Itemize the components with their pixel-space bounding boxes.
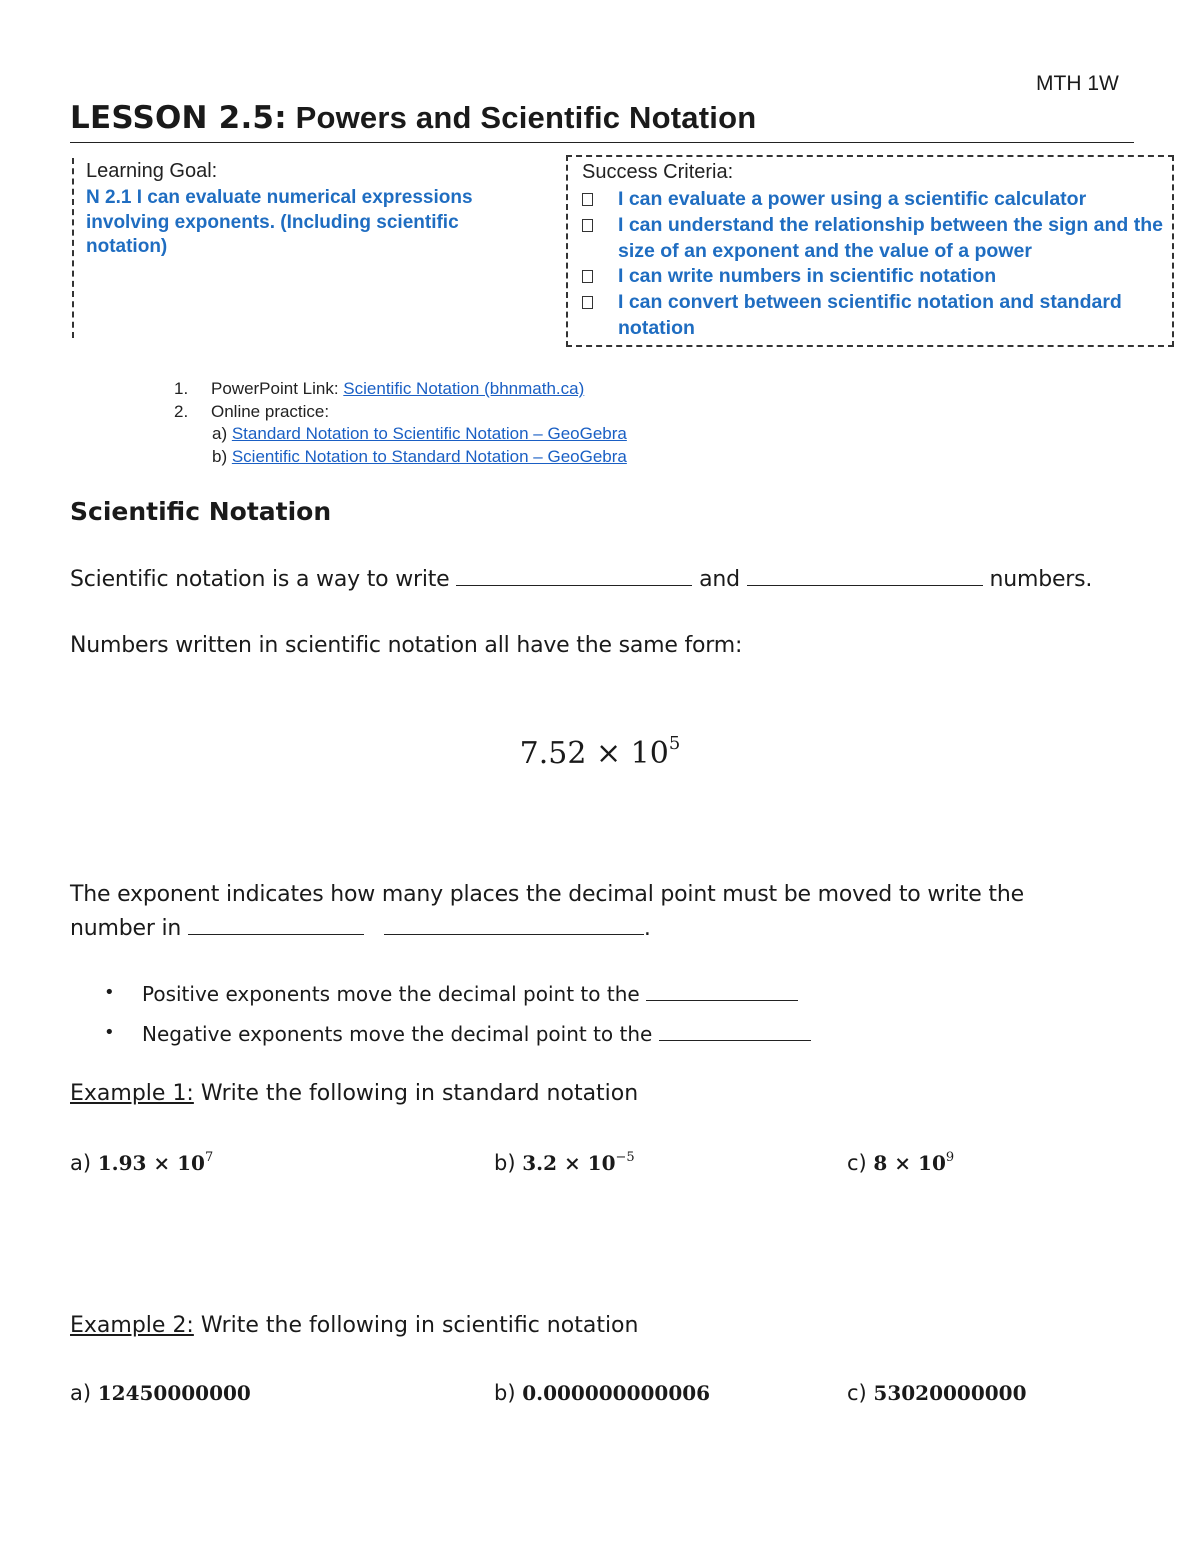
criteria-item xyxy=(580,213,1170,265)
example-2-a xyxy=(70,1381,251,1405)
criteria-text: I can write numbers in scientific notation xyxy=(618,265,997,288)
resource-sub-b xyxy=(174,446,627,469)
criteria-text: I can understand the relationship between the sign and the size of an exponent and the value of a power xyxy=(618,213,1163,262)
title-prefix: LESSON 2.5: xyxy=(70,100,287,136)
criteria-item xyxy=(580,290,1170,342)
list-item xyxy=(100,982,811,1022)
example-1-c xyxy=(847,1150,954,1175)
learning-goal-text: N 2.1 I can evaluate numerical expressions involving exponents. (Including scientific notation) xyxy=(86,187,473,257)
resource-list xyxy=(174,378,627,468)
fill-blank[interactable] xyxy=(747,567,983,586)
problem-label: c) xyxy=(847,1381,874,1405)
example-1-heading xyxy=(70,1081,638,1106)
geogebra-link-a[interactable]: Standard Notation to Scientific Notation – GeoGebra xyxy=(231,424,627,443)
resource-item-2 xyxy=(174,401,627,424)
fill-blank[interactable] xyxy=(646,982,798,1001)
formula-base: 7.52 × 10 xyxy=(519,736,669,771)
bullet-text: Positive exponents move the decimal point to the xyxy=(142,982,647,1006)
problem-exponent: −5 xyxy=(615,1150,635,1165)
criteria-item xyxy=(580,264,1170,290)
example-label: Example 2: xyxy=(70,1313,194,1338)
text: number in xyxy=(70,916,188,941)
resource-item-1 xyxy=(174,378,627,401)
learning-goal-box xyxy=(72,158,544,338)
sub-label: b) xyxy=(212,446,232,466)
list-number: 2. xyxy=(174,401,189,421)
text: numbers. xyxy=(982,567,1093,592)
problem-label: b) xyxy=(494,1151,523,1175)
page-title xyxy=(70,100,1134,143)
problem-base: 3.2 × 10 xyxy=(522,1151,616,1175)
text: Scientific notation is a way to write xyxy=(70,567,457,592)
text: and xyxy=(692,567,747,592)
course-code: MTH 1W xyxy=(1036,72,1119,95)
checkbox-icon[interactable] xyxy=(582,219,593,232)
resource-sub-a xyxy=(174,423,627,446)
fill-blank[interactable] xyxy=(659,1022,811,1041)
checkbox-icon[interactable] xyxy=(582,193,593,206)
criteria-item xyxy=(580,187,1170,213)
success-criteria-list xyxy=(580,187,1170,342)
fill-blank[interactable] xyxy=(384,916,644,935)
form-line: Numbers written in scientific notation all have the same form: xyxy=(70,633,743,658)
list-number: 1. xyxy=(174,379,189,398)
problem-value: 12450000000 xyxy=(97,1381,251,1405)
success-criteria-label: Success Criteria: xyxy=(582,161,734,183)
problem-label: c) xyxy=(847,1151,874,1175)
geogebra-link-b[interactable]: Scientific Notation to Standard Notation – GeoGebra xyxy=(231,446,627,466)
problem-label: b) xyxy=(494,1381,523,1405)
problem-label: a) xyxy=(70,1151,98,1175)
criteria-text: I can evaluate a power using a scientific calculator xyxy=(618,188,1087,210)
powerpoint-link[interactable]: Scientific Notation (bhnmath.ca) xyxy=(343,379,585,398)
example-2-c xyxy=(847,1381,1027,1405)
criteria-text: I can convert between scientific notation and standard notation xyxy=(618,291,1122,339)
formula-exponent: 5 xyxy=(668,733,681,754)
bullet-text: Negative exponents move the decimal point to the xyxy=(142,1022,659,1046)
exponent-line-1: The exponent indicates how many places the decimal point must be moved to write the xyxy=(70,882,1024,907)
problem-base: 8 × 10 xyxy=(873,1151,946,1175)
problem-exponent: 9 xyxy=(945,1150,955,1165)
resource-label: PowerPoint Link: xyxy=(211,379,344,398)
list-item xyxy=(100,1022,811,1062)
example-instruction: Write the following in standard notation xyxy=(193,1081,639,1106)
text: . xyxy=(643,916,651,941)
problem-base: 1.93 × 10 xyxy=(97,1151,205,1175)
resource-label: Online practice: xyxy=(211,401,330,421)
example-label: Example 1: xyxy=(70,1081,194,1106)
bullet-list xyxy=(100,982,811,1062)
checkbox-icon[interactable] xyxy=(582,270,593,283)
exponent-line-2 xyxy=(70,916,651,941)
success-criteria-box xyxy=(566,155,1174,347)
checkbox-icon[interactable] xyxy=(582,296,593,309)
problem-value: 0.000000000006 xyxy=(522,1381,711,1405)
example-1-a xyxy=(70,1150,213,1175)
section-heading: Scientific Notation xyxy=(70,497,332,526)
title-rest: Powers and Scientific Notation xyxy=(286,100,757,135)
sub-label: a) xyxy=(212,424,232,443)
fill-blank[interactable] xyxy=(456,567,692,586)
example-1-b xyxy=(494,1150,635,1175)
problem-label: a) xyxy=(70,1381,98,1405)
definition-line xyxy=(70,567,1092,592)
example-2-heading xyxy=(70,1313,638,1338)
example-instruction: Write the following in scientific notation xyxy=(193,1313,639,1338)
formula xyxy=(0,733,1200,771)
fill-blank[interactable] xyxy=(188,916,364,935)
example-2-b xyxy=(494,1381,710,1405)
problem-value: 53020000000 xyxy=(873,1381,1027,1405)
problem-exponent: 7 xyxy=(204,1150,214,1165)
learning-goal-label: Learning Goal: xyxy=(86,160,218,182)
